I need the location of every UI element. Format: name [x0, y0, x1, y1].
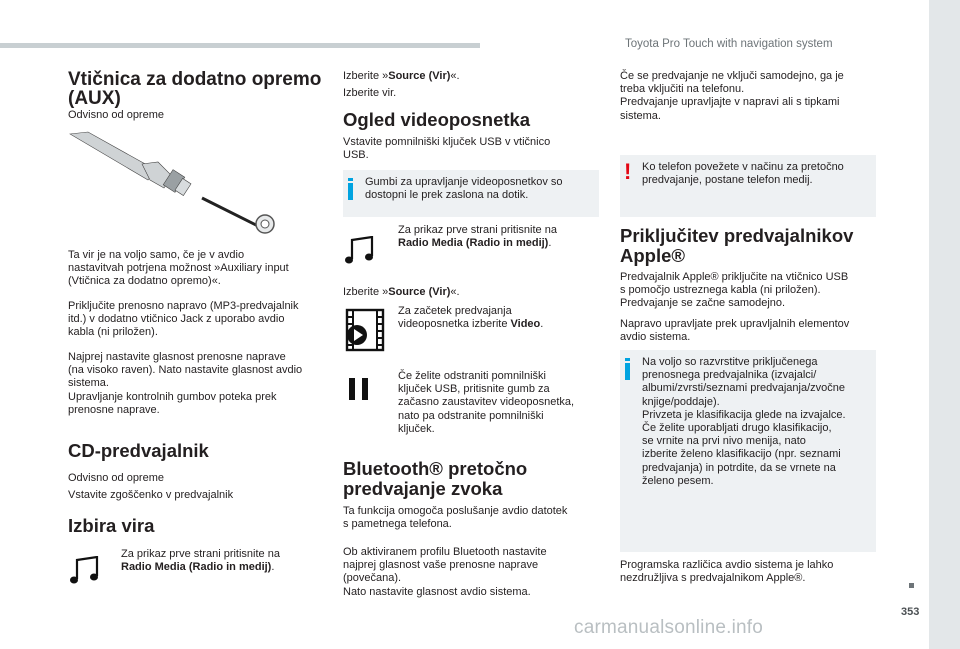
warning-icon: ! — [624, 159, 632, 184]
video-row2-end: . — [540, 318, 544, 331]
select-vir-instruction: Izberite vir. — [343, 87, 397, 99]
video-radio-media-text — [398, 224, 599, 250]
source-row-text — [121, 548, 324, 574]
video-row2-label: Za začetek predvajanja videoposnetka izberite — [398, 305, 512, 331]
apple-paragraph-2: Napravo upravljate prek upravljalnih elementov avdio sistema. — [620, 318, 850, 344]
header-rule — [0, 43, 480, 48]
select-source2-post: «. — [450, 286, 460, 298]
info-icon-dot — [625, 358, 630, 361]
video-row1-end: . — [548, 237, 552, 250]
info-icon — [625, 363, 630, 380]
video-radio-media-label: Radio Media (Radio in medij) — [398, 237, 549, 250]
select-source-instruction-2 — [343, 286, 460, 299]
aux-availability: Odvisno od opreme — [68, 109, 164, 121]
streaming-paragraph: Če se predvajanje ne vključi samodejno, ga je treba vključiti na telefonu. Predvajanje upravljajte v napravi ali s tipkami sistema. — [620, 70, 844, 122]
select-source-pre: Izberite » — [343, 70, 389, 82]
streaming-warning-note — [620, 155, 876, 217]
page-header-title: Toyota Pro Touch with navigation system — [625, 38, 833, 50]
info-icon-dot — [348, 178, 353, 181]
cd-availability: Odvisno od opreme — [68, 472, 164, 484]
info-icon — [348, 183, 353, 200]
continue-marker-icon — [909, 583, 914, 588]
source-label: Source (Vir) — [388, 70, 451, 82]
video-info-note — [343, 170, 599, 217]
video-label: Video — [510, 318, 541, 331]
aux-jack-icon — [68, 124, 278, 234]
select-source-post: «. — [450, 70, 460, 82]
bluetooth-paragraph-2: Ob aktiviranem profilu Bluetooth nastavite najprej glasnost vaše prenosne naprave (povečana). Nato nastavite glasnost avdio sistema. — [343, 546, 547, 598]
aux-section-title: Vtičnica za dodatno opremo (AUX) — [68, 69, 322, 109]
source-row-end: . — [271, 561, 275, 574]
music-note-icon — [68, 556, 104, 586]
video-paragraph-1: Vstavite pomnilniški ključek USB v vtičnico USB. — [343, 136, 551, 162]
apple-paragraph-1: Predvajalnik Apple® priključite na vtičnico USB s pomočjo ustreznega kabla (ni priložen). Predvajanje se začne samodejno. — [620, 271, 849, 310]
page-number: 353 — [901, 606, 920, 618]
bluetooth-section-title: Bluetooth® pretočno predvajanje zvoka — [343, 458, 528, 499]
video-info-text: Gumbi za upravljanje videoposnetkov so dostopni le prek zaslona na dotik. — [365, 176, 563, 202]
radio-media-label: Radio Media (Radio in medij) — [121, 561, 272, 574]
source-row-label: Za prikaz prve strani pritisnite na — [121, 548, 280, 560]
apple-info-note — [620, 350, 876, 552]
video-play-text — [398, 305, 599, 331]
apple-info-text: Na voljo so razvrstitve priključenega prenosnega predvajalnika (izvajalci/ albumi/zvrsti/seznami predvajanja/zvočne knjige/poddaje). Privzeta je klasifikacija glede na izvajalce. Če želite uporabljati drugo klasifikacijo, se vrnite na prvi nivo menija, nato izberite želeno klasifikacijo (npr. seznami predvajanja) in potrdite, da se vrnete na želeno pesem. — [642, 356, 846, 487]
page-edge-band — [929, 0, 960, 649]
watermark: carmanualsonline.info — [574, 617, 764, 638]
source-label-2: Source (Vir) — [388, 286, 451, 298]
music-note-icon — [343, 236, 379, 266]
select-source-instruction — [343, 70, 460, 83]
apple-compatibility-paragraph: Programska različica avdio sistema je lahko nezdružljiva s predvajalnikom Apple®. — [620, 559, 834, 585]
pause-icon — [347, 378, 373, 400]
video-section-title: Ogled videoposnetka — [343, 109, 531, 130]
video-play-icon — [343, 308, 387, 352]
video-row1-label: Za prikaz prve strani pritisnite na — [398, 224, 557, 236]
apple-section-title: Priključitev predvajalnikov Apple® — [620, 225, 854, 266]
aux-paragraph-1: Ta vir je na voljo samo, če je v avdio nastavitvah potrjena možnost »Auxiliary input (Vtičnica za dodatno opremo)«. — [68, 249, 289, 288]
aux-paragraph-3: Najprej nastavite glasnost prenosne naprave (na visoko raven). Nato nastavite glasnost avdio sistema. Upravljanje kontrolnih gumbov poteka prek prenosne naprave. — [68, 351, 303, 416]
aux-paragraph-2: Priključite prenosno napravo (MP3-predvajalnik itd.) v dodatno vtičnico Jack z uporabo avdio kabla (ni priložen). — [68, 300, 299, 339]
source-section-title: Izbira vira — [68, 515, 155, 536]
select-source2-pre: Izberite » — [343, 286, 389, 298]
streaming-warning-text: Ko telefon povežete v načinu za pretočno predvajanje, postane telefon medij. — [642, 161, 844, 187]
cd-instruction: Vstavite zgoščenko v predvajalnik — [68, 489, 234, 501]
video-pause-text: Če želite odstraniti pomnilniški ključek USB, pritisnite gumb za začasno zaustavitev videoposnetka, nato pa odstranite pomnilniški ključek. — [398, 370, 575, 435]
bluetooth-paragraph-1: Ta funkcija omogoča poslušanje avdio datotek s pametnega telefona. — [343, 505, 568, 531]
cd-section-title: CD-predvajalnik — [68, 440, 209, 461]
